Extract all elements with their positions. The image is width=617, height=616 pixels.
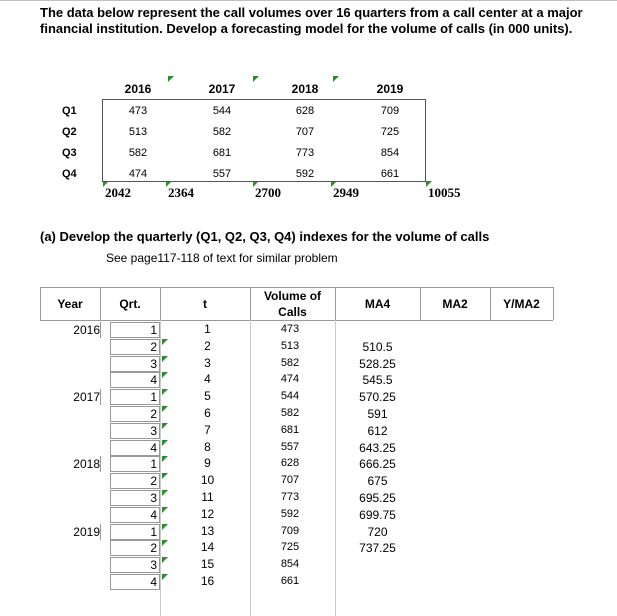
t-value: 4 bbox=[204, 372, 211, 387]
quarter-number: 2 bbox=[150, 407, 157, 421]
volume-value: 582 bbox=[280, 407, 300, 419]
ma4-value: 699.75 bbox=[359, 507, 396, 522]
ma4-value: 643.25 bbox=[359, 440, 396, 455]
comment-marker bbox=[162, 524, 168, 530]
comment-marker bbox=[333, 76, 339, 82]
volume-value: 557 bbox=[280, 440, 300, 453]
volume-value: 773 bbox=[280, 491, 300, 503]
volume-value: 707 bbox=[280, 474, 300, 487]
comment-marker bbox=[162, 406, 168, 412]
header-ma2: MA2 bbox=[442, 296, 468, 311]
t-value: 14 bbox=[200, 540, 215, 555]
quarter-cell bbox=[110, 540, 160, 556]
comment-marker bbox=[162, 389, 168, 395]
column-divider bbox=[335, 320, 336, 616]
year-total: 10055 bbox=[428, 185, 461, 200]
t-value: 13 bbox=[200, 523, 215, 538]
t-value: 3 bbox=[204, 355, 211, 370]
data-cell: 707 bbox=[295, 126, 315, 138]
header-divider bbox=[100, 287, 101, 320]
table-top-line bbox=[40, 287, 553, 288]
quarter-cell bbox=[110, 524, 160, 540]
data-cell: 709 bbox=[380, 105, 400, 117]
volume-value: 854 bbox=[280, 558, 300, 571]
quarter-number: 1 bbox=[150, 323, 157, 337]
comment-marker bbox=[162, 574, 168, 580]
volume-value: 513 bbox=[280, 339, 300, 352]
quarter-label: Q1 bbox=[62, 105, 77, 117]
data-cell: 582 bbox=[212, 126, 232, 138]
quarter-number: 1 bbox=[150, 390, 157, 405]
header-year: Year bbox=[57, 296, 83, 311]
comment-marker bbox=[162, 557, 168, 563]
column-divider bbox=[160, 320, 161, 616]
ma4-value: 720 bbox=[367, 524, 388, 539]
quarter-number: 3 bbox=[150, 356, 157, 371]
volume-value: 628 bbox=[280, 457, 300, 470]
quarter-number: 4 bbox=[150, 440, 157, 455]
t-value: 12 bbox=[200, 506, 215, 521]
year-cell: 2019 bbox=[40, 524, 101, 540]
data-cell: 544 bbox=[212, 105, 232, 117]
ma4-value: 510.5 bbox=[362, 339, 393, 354]
quarter-cell bbox=[110, 389, 160, 405]
volume-value: 709 bbox=[280, 524, 300, 537]
quarter-number: 2 bbox=[150, 541, 157, 556]
quarter-cell bbox=[110, 406, 160, 422]
t-value: 10 bbox=[200, 473, 215, 488]
column-divider bbox=[250, 320, 251, 616]
volume-value: 681 bbox=[280, 423, 300, 436]
header-divider bbox=[40, 287, 41, 320]
quarter-cell bbox=[110, 507, 160, 523]
comment-marker bbox=[162, 440, 168, 446]
data-cell: 854 bbox=[380, 147, 400, 159]
comment-marker bbox=[253, 76, 259, 82]
quarter-cell bbox=[110, 490, 160, 506]
comment-marker bbox=[162, 540, 168, 546]
data-cell: 681 bbox=[212, 147, 232, 159]
data-cell: 582 bbox=[128, 147, 148, 159]
header-ratio: Y/MA2 bbox=[503, 296, 540, 311]
year-heading: 2019 bbox=[376, 82, 404, 96]
data-cell: 661 bbox=[380, 168, 400, 180]
t-value: 6 bbox=[204, 406, 211, 420]
comment-marker bbox=[162, 473, 168, 479]
quarter-number: 3 bbox=[150, 558, 157, 573]
header-divider bbox=[160, 287, 161, 320]
year-total: 2364 bbox=[168, 185, 194, 200]
volume-value: 592 bbox=[280, 507, 300, 520]
header-divider bbox=[553, 287, 554, 320]
ma4-value: 666.25 bbox=[359, 457, 396, 472]
data-cell: 592 bbox=[295, 168, 315, 180]
quarter-label: Q4 bbox=[62, 168, 77, 180]
year-cell: 2016 bbox=[40, 322, 101, 338]
data-cell: 557 bbox=[212, 168, 232, 180]
quarter-label: Q3 bbox=[62, 147, 77, 159]
top-border bbox=[0, 0, 617, 1]
data-cell: 474 bbox=[128, 168, 148, 180]
year-cell: 2017 bbox=[40, 389, 101, 405]
quarter-number: 3 bbox=[150, 423, 157, 438]
header-volume: Volume of Calls bbox=[263, 288, 322, 319]
quarter-number: 4 bbox=[150, 507, 157, 522]
quarter-cell bbox=[110, 356, 160, 372]
data-cell: 473 bbox=[128, 105, 148, 117]
year-total: 2700 bbox=[255, 185, 281, 200]
ma4-value: 612 bbox=[367, 423, 388, 438]
comment-marker bbox=[168, 76, 174, 82]
quarter-cell bbox=[110, 456, 160, 472]
quarter-cell bbox=[110, 423, 160, 439]
header-divider bbox=[490, 287, 491, 320]
ma4-value: 528.25 bbox=[359, 356, 396, 371]
volume-value: 473 bbox=[280, 323, 300, 335]
volume-value: 474 bbox=[280, 373, 300, 386]
part-a-question: (a) Develop the quarterly (Q1, Q2, Q3, Q4) indexes for the volume of calls bbox=[40, 229, 490, 244]
quarter-cell bbox=[110, 322, 160, 338]
volume-value: 661 bbox=[280, 575, 300, 587]
comment-marker bbox=[162, 507, 168, 513]
t-value: 11 bbox=[201, 490, 214, 504]
quarter-cell bbox=[110, 557, 160, 573]
quarter-number: 4 bbox=[150, 575, 157, 589]
header-divider bbox=[335, 287, 336, 320]
year-heading: 2016 bbox=[124, 82, 152, 96]
header-ma4: MA4 bbox=[364, 296, 391, 311]
t-value: 5 bbox=[204, 389, 211, 404]
quarter-cell bbox=[110, 372, 160, 388]
header-divider bbox=[420, 287, 421, 320]
quarter-cell bbox=[110, 473, 160, 489]
quarter-cell bbox=[110, 574, 160, 590]
data-cell: 725 bbox=[380, 126, 400, 138]
comment-marker bbox=[162, 339, 168, 345]
volume-value: 544 bbox=[280, 390, 300, 403]
quarter-number: 1 bbox=[150, 457, 157, 472]
t-value: 9 bbox=[204, 456, 211, 471]
header-divider bbox=[250, 287, 251, 320]
data-cell: 628 bbox=[295, 105, 315, 117]
problem-statement: The data below represent the call volumes over 16 quarters from a call center at a major financial institution. Develop a forecasting model for the volume of calls (in 000 units). bbox=[40, 5, 583, 36]
t-value: 1 bbox=[204, 322, 211, 336]
quarter-number: 1 bbox=[150, 524, 157, 539]
header-qrt: Qrt. bbox=[119, 296, 141, 311]
year-total: 2042 bbox=[105, 185, 131, 200]
t-value: 8 bbox=[204, 439, 211, 454]
comment-marker bbox=[162, 372, 168, 378]
t-value: 15 bbox=[200, 557, 215, 572]
data-cell: 513 bbox=[128, 126, 148, 138]
comment-marker bbox=[162, 490, 168, 496]
quarter-number: 4 bbox=[150, 373, 157, 388]
header-bottom-line bbox=[40, 320, 553, 321]
quarter-label: Q2 bbox=[62, 126, 77, 138]
ma4-value: 570.25 bbox=[359, 390, 396, 405]
comment-marker bbox=[162, 356, 168, 362]
comment-marker bbox=[162, 456, 168, 462]
quarter-number: 3 bbox=[150, 491, 157, 505]
year-total: 2949 bbox=[333, 185, 359, 200]
year-heading: 2018 bbox=[291, 82, 319, 96]
data-grid-border bbox=[102, 99, 426, 182]
volume-value: 582 bbox=[280, 356, 300, 369]
t-value: 7 bbox=[204, 422, 211, 437]
t-value: 2 bbox=[204, 338, 211, 353]
ma4-value: 591 bbox=[367, 407, 388, 421]
quarter-number: 2 bbox=[150, 474, 157, 489]
ma4-value: 675 bbox=[367, 474, 388, 489]
ma4-value: 737.25 bbox=[359, 541, 396, 556]
ma4-value: 545.5 bbox=[362, 373, 393, 388]
year-cell: 2018 bbox=[40, 456, 101, 472]
quarter-number: 2 bbox=[150, 339, 157, 354]
t-value: 16 bbox=[200, 574, 215, 588]
comment-marker bbox=[162, 423, 168, 429]
quarter-cell bbox=[110, 339, 160, 355]
ma4-value: 695.25 bbox=[359, 491, 396, 505]
volume-value: 725 bbox=[280, 541, 300, 554]
reference-note: See page117-118 of text for similar problem bbox=[106, 251, 338, 265]
year-heading: 2017 bbox=[208, 82, 236, 96]
header-t: t bbox=[203, 296, 207, 311]
data-cell: 773 bbox=[295, 147, 315, 159]
comment-marker bbox=[426, 181, 432, 187]
quarter-cell bbox=[110, 440, 160, 456]
